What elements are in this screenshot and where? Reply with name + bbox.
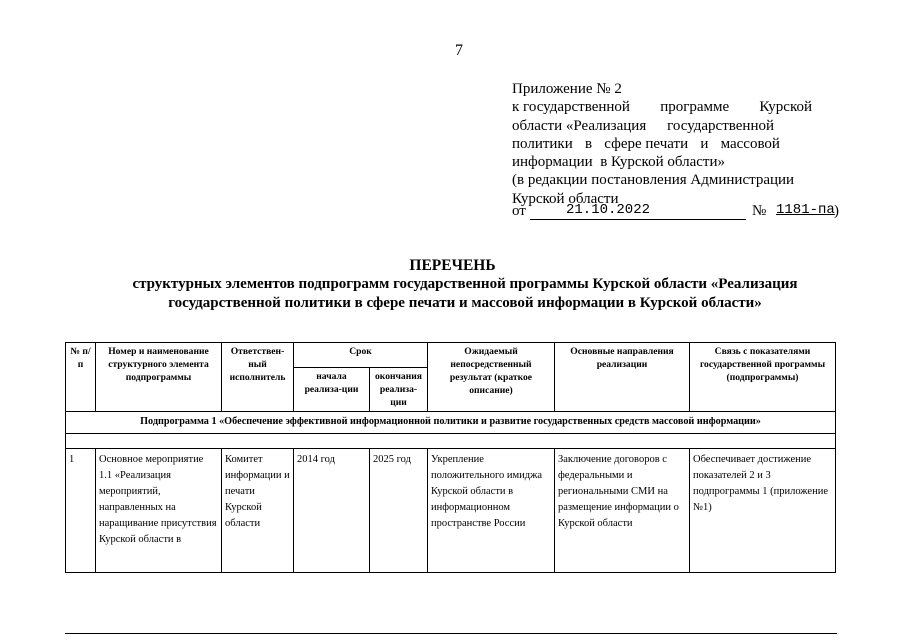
decree-date: 21.10.2022 (566, 202, 651, 218)
date-prefix: от (512, 203, 526, 219)
header-indicators: Связь с показателями государственной программы (подпрограммы) (690, 343, 836, 412)
cell-indicators: Обеспечивает достижение показателей 2 и 3 подпрограммы 1 (приложение №1) (690, 449, 836, 573)
header-term-start: начала реализа-ции (294, 368, 370, 412)
cell-executor: Комитет информации и печати Курской области (222, 449, 294, 573)
page-bottom-rule (65, 633, 837, 634)
appendix-line-4: информации в Курской области» (512, 154, 725, 171)
decree-number: 1181-па (776, 202, 835, 218)
appendix-line-3: политики в сфере печати и массовой (512, 135, 780, 152)
cell-num: 1 (66, 449, 96, 573)
subprogram-title: Подпрограмма 1 «Обеспечение эффективной информационной политики и развитие государственных средств массовой информации» (66, 412, 836, 434)
appendix-block (512, 80, 812, 208)
cell-start: 2014 год (294, 449, 370, 573)
subprogram-row (66, 412, 836, 434)
appendix-title: Приложение № 2 (512, 81, 622, 97)
cell-end: 2025 год (370, 449, 428, 573)
header-executor: Ответствен-ный исполнитель (222, 343, 294, 412)
table-header-row (66, 343, 836, 368)
number-prefix: № (752, 203, 767, 219)
document-title: ПЕРЕЧЕНЬ (409, 257, 496, 274)
header-directions: Основные направления реализации (555, 343, 690, 412)
header-result: Ожидаемый непосредственный результат (краткое описание) (428, 343, 555, 412)
table-row (66, 449, 836, 573)
appendix-edition-1: (в редакции постановления Администрации (512, 172, 795, 189)
header-num: № п/п (66, 343, 96, 412)
cell-directions: Заключение договоров с федеральными и региональными СМИ на размещение информации о Курской области (555, 449, 690, 573)
structural-elements-table (65, 342, 836, 573)
header-name: Номер и наименование структурного элемента подпрограммы (96, 343, 222, 412)
header-term-end: окончания реализа-ции (370, 368, 428, 412)
appendix-line-2: области «Реализация государственной (512, 117, 774, 134)
cell-name: Основное мероприятие 1.1 «Реализация мероприятий, направленных на наращивание присутствия Курской области в (96, 449, 222, 573)
document-subtitle: структурных элементов подпрограмм государственной программы Курской области «Реализация государственной политики в сфере печати и массовой информации в Курской области» (132, 276, 798, 311)
header-term: Срок (294, 343, 428, 368)
page-number: 7 (455, 42, 463, 59)
appendix-line-1: к государственной программе Курской (512, 99, 812, 116)
appendix-edition-2: Курской области (512, 190, 619, 207)
spacer-row (66, 434, 836, 449)
cell-result: Укрепление положительного имиджа Курской области в информационном пространстве России (428, 449, 555, 573)
closing-paren: ) (834, 203, 839, 219)
